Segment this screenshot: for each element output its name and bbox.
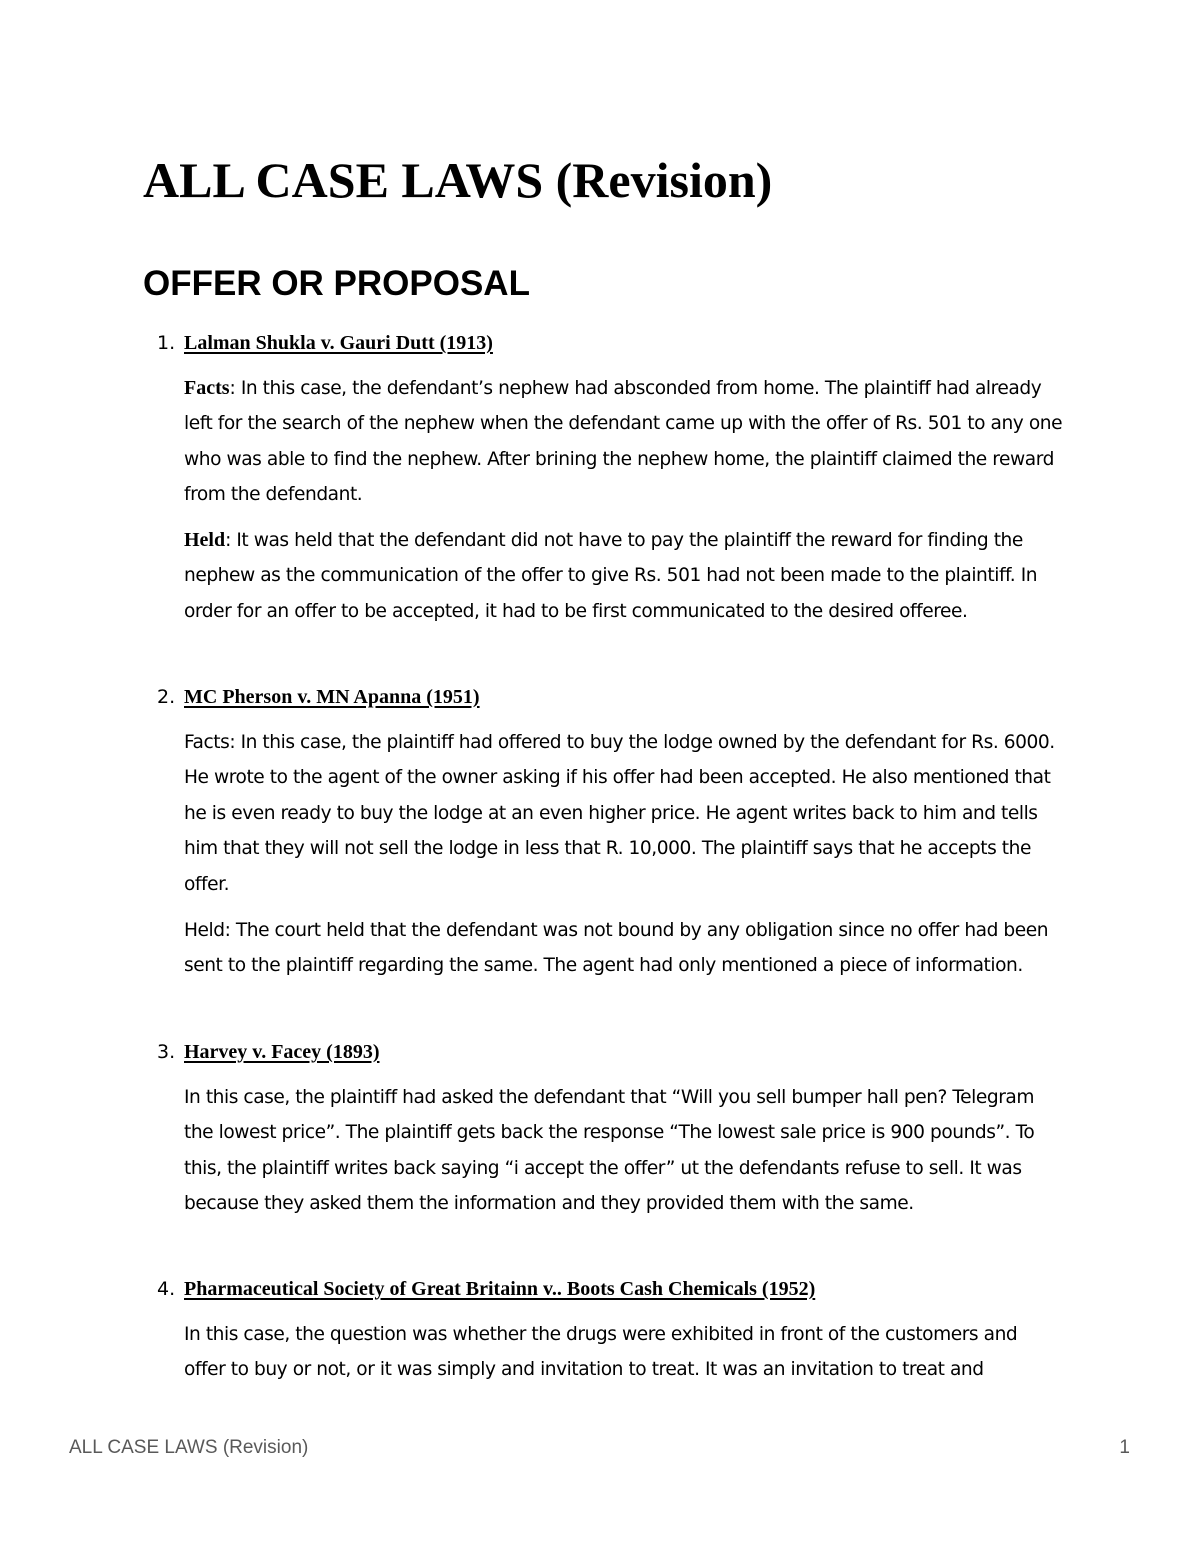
case-facts (184, 371, 1064, 513)
case-number: 4. (157, 1278, 176, 1300)
case-number: 3. (157, 1041, 176, 1063)
facts-label: Facts (184, 377, 230, 399)
held-text: : It was held that the defendant did not have to pay the plaintiff the reward for finding the nephew as the communication of the offer to give Rs. 501 had not been made to the plaintiff. In order for an offer to be accepted, it had to be first communicated to the desired offeree. (184, 530, 1038, 622)
case-title: Lalman Shukla v. Gauri Dutt (1913) (184, 332, 493, 354)
case-body: In this case, the question was whether the drugs were exhibited in front of the customers and offer to buy or not, or it was simply and invitation to treat. It was an invitation to treat and (184, 1324, 1018, 1381)
case-body: In this case, the plaintiff had asked the defendant that “Will you sell bumper hall pen? Telegram the lowest price”. The plaintiff gets back the response “The lowest sale price is 900 pounds”. To this, the plaintiff writes back saying “i accept the offer” ut the defendants refuse to sell. It was because they asked them the information and they provided them with the same. (184, 1087, 1035, 1215)
footer-title: ALL CASE LAWS (Revision) (69, 1437, 309, 1458)
case-held: Held: The court held that the defendant was not bound by any obligation since no offer had been sent to the plaintiff regarding the same. The agent had only mentioned a piece of information. (184, 920, 1049, 977)
case-number: 1. (157, 332, 176, 354)
case-title: Pharmaceutical Society of Great Britainn v.. Boots Cash Chemicals (1952) (184, 1278, 816, 1300)
facts-text: : In this case, the defendant’s nephew had absconded from home. The plaintiff had already left for the search of the nephew when the defendant came up with the offer of Rs. 501 to any one who was able to find the nephew. After brining the nephew home, the plaintiff claimed the reward from the defendant. (184, 378, 1063, 506)
page-number: 1 (1119, 1437, 1130, 1458)
case-held (184, 523, 1064, 629)
held-label: Held (184, 529, 226, 551)
case-facts: Facts: In this case, the plaintiff had offered to buy the lodge owned by the defendant for Rs. 6000. He wrote to the agent of the owner asking if his offer had been accepted. He also mentioned that he is even ready to buy the lodge at an even higher price. He agent writes back to him and tells him that they will not sell the lodge in less that R. 10,000. The plaintiff says that he accepts the offer. (184, 732, 1055, 895)
case-number: 2. (157, 686, 176, 708)
case-title: MC Pherson v. MN Apanna (1951) (184, 686, 480, 708)
case-title: Harvey v. Facey (1893) (184, 1041, 380, 1063)
document-title: ALL CASE LAWS (Revision) (143, 152, 773, 208)
section-heading: OFFER OR PROPOSAL (143, 264, 530, 303)
